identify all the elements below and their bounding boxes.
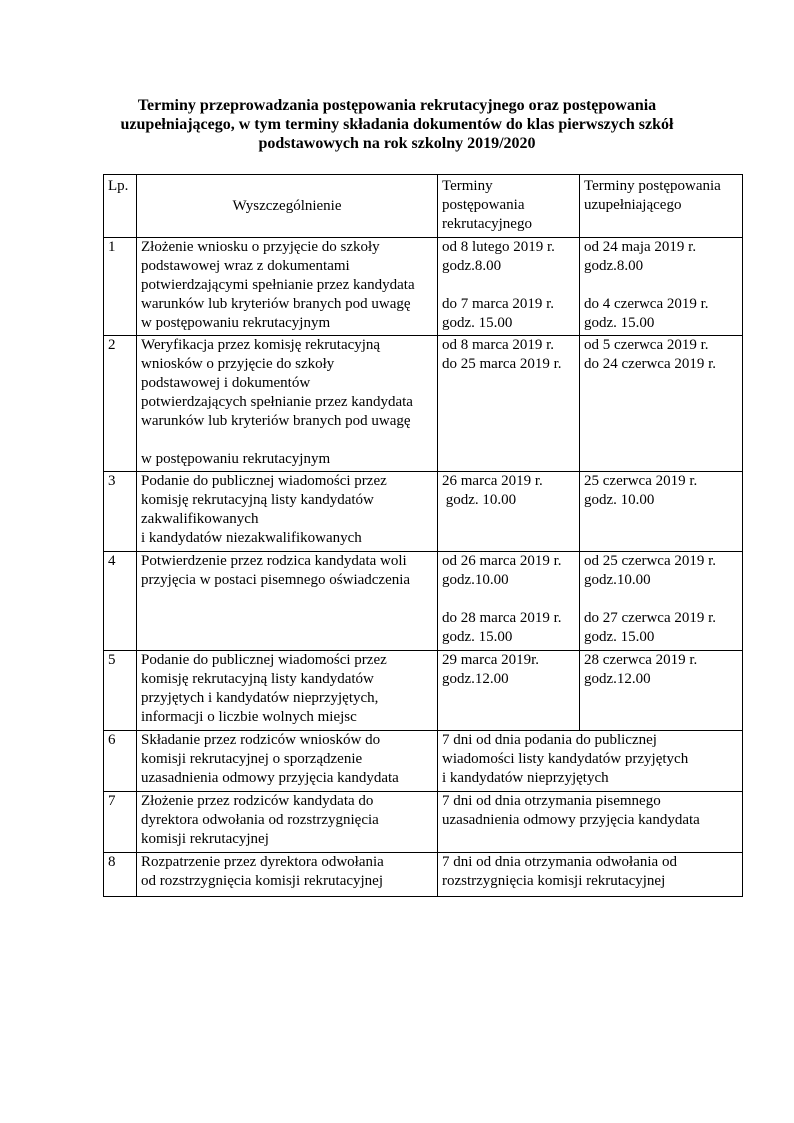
row-lp	[104, 238, 137, 336]
date-line: od 5 czerwca 2019 r.	[584, 337, 709, 353]
table-row	[104, 792, 743, 853]
desc-line: warunków lub kryteriów branych pod uwagę	[141, 296, 411, 312]
deadline-line: uzasadnienia odmowy przyjęcia kandydata	[442, 812, 700, 828]
date-line: do 7 marca 2019 r.	[442, 296, 555, 312]
row-desc	[137, 731, 438, 792]
desc-line: Złożenie przez rodziców kandydata do	[141, 793, 374, 809]
deadline-line: wiadomości listy kandydatów przyjętych	[442, 751, 689, 767]
header-t1-line: Terminy	[442, 178, 493, 194]
time-line: godz. 15.00	[442, 629, 513, 645]
date-line: do 25 marca 2019 r.	[442, 356, 562, 372]
header-desc-label: Wyszczególnienie	[232, 197, 342, 214]
header-desc	[137, 175, 438, 238]
row-deadline-merged	[438, 853, 743, 897]
desc-line: wniosków o przyjęcie do szkoły	[141, 356, 335, 372]
desc-line: podstawowej wraz z dokumentami	[141, 258, 350, 274]
schedule-table	[103, 174, 743, 897]
title-line: podstawowych na rok szkolny 2019/2020	[258, 135, 536, 152]
deadline-line: i kandydatów nieprzyjętych	[442, 770, 609, 786]
desc-line: Złożenie wniosku o przyjęcie do szkoły	[141, 239, 380, 255]
desc-line: komisji rekrutacyjnej	[141, 831, 269, 847]
row-t1	[438, 651, 580, 731]
deadline-line: 7 dni od dnia podania do publicznej	[442, 732, 657, 748]
desc-line: zakwalifikowanych	[141, 511, 259, 527]
row-lp-value: 7	[108, 793, 116, 809]
row-desc	[137, 336, 438, 472]
row-t1	[438, 472, 580, 552]
row-lp	[104, 731, 137, 792]
row-t2	[580, 238, 743, 336]
row-lp-value: 6	[108, 732, 116, 748]
desc-line: informacji o liczbie wolnych miejsc	[141, 709, 357, 725]
row-lp-value: 3	[108, 473, 116, 489]
desc-line: Składanie przez rodziców wniosków do	[141, 732, 381, 748]
row-lp-value: 8	[108, 854, 116, 870]
table-row	[104, 336, 743, 472]
desc-line: Rozpatrzenie przez dyrektora odwołania	[141, 854, 384, 870]
row-t1	[438, 552, 580, 651]
time-line: godz.12.00	[442, 671, 509, 687]
date-line: od 8 marca 2019 r.	[442, 337, 555, 353]
desc-line: dyrektora odwołania od rozstrzygnięcia	[141, 812, 379, 828]
row-desc	[137, 552, 438, 651]
row-lp-value: 5	[108, 652, 116, 668]
header-t2-line: Terminy postępowania	[584, 178, 721, 194]
time-line: godz.8.00	[584, 258, 644, 274]
header-t1-line: postępowania	[442, 197, 525, 213]
desc-line: Podanie do publicznej wiadomości przez	[141, 473, 387, 489]
date-line: 26 marca 2019 r.	[442, 473, 543, 489]
date-line: do 24 czerwca 2019 r.	[584, 356, 717, 372]
time-line: godz.12.00	[584, 671, 651, 687]
date-line: 28 czerwca 2019 r.	[584, 652, 698, 668]
row-t1	[438, 238, 580, 336]
desc-line: uzasadnienia odmowy przyjęcia kandydata	[141, 770, 399, 786]
time-line: godz. 15.00	[442, 315, 513, 331]
desc-line: komisję rekrutacyjną listy kandydatów	[141, 492, 374, 508]
time-line: godz.8.00	[442, 258, 502, 274]
row-deadline-merged	[438, 792, 743, 853]
time-line: godz.10.00	[442, 572, 509, 588]
header-t2-line: uzupełniającego	[584, 197, 682, 213]
row-desc	[137, 472, 438, 552]
desc-line: podstawowej i dokumentów	[141, 375, 311, 391]
date-line: 29 marca 2019r.	[442, 652, 540, 668]
date-line: od 24 maja 2019 r.	[584, 239, 697, 255]
table-row	[104, 651, 743, 731]
date-line: od 25 czerwca 2019 r.	[584, 553, 717, 569]
desc-line: przyjętych i kandydatów nieprzyjętych,	[141, 690, 379, 706]
time-line: godz. 10.00	[442, 492, 517, 508]
title-line: uzupełniającego, w tym terminy składania dokumentów do klas pierwszych szkół	[120, 116, 674, 133]
date-line: do 28 marca 2019 r.	[442, 610, 562, 626]
row-lp	[104, 552, 137, 651]
desc-line: komisji rekrutacyjnej o sporządzenie	[141, 751, 363, 767]
row-desc	[137, 651, 438, 731]
title-line: Terminy przeprowadzania postępowania rekrutacyjnego oraz postępowania	[137, 97, 657, 114]
row-lp	[104, 792, 137, 853]
row-lp-value: 2	[108, 337, 116, 353]
desc-line: w postępowaniu rekrutacyjnym	[141, 451, 331, 467]
header-lp	[104, 175, 137, 238]
desc-line: i kandydatów niezakwalifikowanych	[141, 530, 362, 546]
row-t2	[580, 472, 743, 552]
deadline-line: rozstrzygnięcia komisji rekrutacyjnej	[442, 873, 666, 889]
desc-line: warunków lub kryteriów branych pod uwagę	[141, 413, 411, 429]
desc-line: od rozstrzygnięcia komisji rekrutacyjnej	[141, 873, 383, 889]
row-lp	[104, 472, 137, 552]
table-row	[104, 853, 743, 897]
desc-line: przyjęcia w postaci pisemnego oświadczenia	[141, 572, 411, 588]
desc-line: w postępowaniu rekrutacyjnym	[141, 315, 331, 331]
time-line: godz. 15.00	[584, 315, 655, 331]
table-row	[104, 552, 743, 651]
row-t1	[438, 336, 580, 472]
row-desc	[137, 792, 438, 853]
date-line: do 4 czerwca 2019 r.	[584, 296, 709, 312]
desc-line: Potwierdzenie przez rodzica kandydata woli	[141, 553, 407, 569]
row-t2	[580, 651, 743, 731]
desc-line: potwierdzających spełnianie przez kandydata	[141, 394, 413, 410]
desc-line: potwierdzającymi spełnianie przez kandydata	[141, 277, 415, 293]
row-lp	[104, 651, 137, 731]
table-row	[104, 472, 743, 552]
date-line: od 26 marca 2019 r.	[442, 553, 562, 569]
time-line: godz.10.00	[584, 572, 651, 588]
document-title	[60, 96, 734, 153]
date-line: od 8 lutego 2019 r.	[442, 239, 555, 255]
header-t2	[580, 175, 743, 238]
desc-line: Weryfikacja przez komisję rekrutacyjną	[141, 337, 381, 353]
desc-line: Podanie do publicznej wiadomości przez	[141, 652, 387, 668]
date-line: 25 czerwca 2019 r.	[584, 473, 698, 489]
row-deadline-merged	[438, 731, 743, 792]
header-t1	[438, 175, 580, 238]
header-lp-label: Lp.	[108, 178, 129, 194]
row-t2	[580, 552, 743, 651]
row-lp-value: 1	[108, 239, 116, 255]
row-lp	[104, 853, 137, 897]
header-t1-line: rekrutacyjnego	[442, 216, 532, 232]
table-header-row	[104, 175, 743, 238]
row-lp	[104, 336, 137, 472]
row-t2	[580, 336, 743, 472]
table-row	[104, 238, 743, 336]
deadline-line: 7 dni od dnia otrzymania odwołania od	[442, 854, 677, 870]
row-desc	[137, 853, 438, 897]
row-desc	[137, 238, 438, 336]
row-lp-value: 4	[108, 553, 116, 569]
time-line: godz. 10.00	[584, 492, 655, 508]
time-line: godz. 15.00	[584, 629, 655, 645]
table-row	[104, 731, 743, 792]
desc-line: komisję rekrutacyjną listy kandydatów	[141, 671, 374, 687]
date-line: do 27 czerwca 2019 r.	[584, 610, 717, 626]
deadline-line: 7 dni od dnia otrzymania pisemnego	[442, 793, 661, 809]
